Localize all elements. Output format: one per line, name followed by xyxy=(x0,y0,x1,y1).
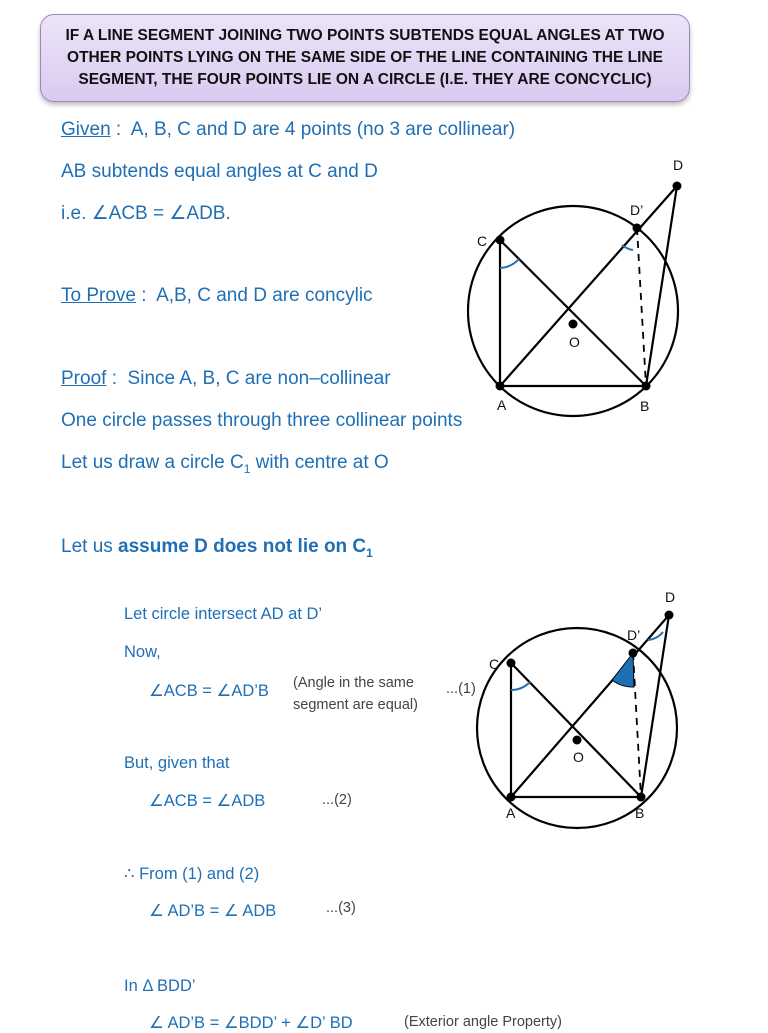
label-o: O xyxy=(569,334,580,350)
point-dprime xyxy=(633,224,642,233)
given-line-2: AB subtends equal angles at C and D xyxy=(61,161,378,182)
proof-line-2: One circle passes through three collinear points xyxy=(61,410,463,431)
segment-bdp-dashed xyxy=(637,228,646,386)
given-line-3: i.e. ∠ACB = ∠ADB. xyxy=(61,203,231,224)
point-o-2 xyxy=(573,736,582,745)
point-c xyxy=(496,236,505,245)
label-b: B xyxy=(640,398,650,414)
assumption-sub: 1 xyxy=(366,545,373,560)
step-eq1-reason-b: segment are equal) xyxy=(293,697,418,713)
proof-label: Proof xyxy=(61,368,107,389)
label-c-2: C xyxy=(489,656,500,672)
point-b xyxy=(642,382,651,391)
label-dprime: D’ xyxy=(630,202,644,218)
angle-adpb-filled xyxy=(612,653,634,687)
step-eq4-reason: (Exterior angle Property) xyxy=(404,1014,562,1030)
assumption-bold: assume D does not lie on C xyxy=(118,536,367,557)
label-dprime-2: D’ xyxy=(627,627,641,643)
point-dprime-2 xyxy=(629,649,638,658)
point-d-2 xyxy=(665,611,674,620)
segment-cb xyxy=(500,240,646,386)
step-eq3-ref: ...(3) xyxy=(326,900,356,916)
step-therefore: ∴ From (1) and (2) xyxy=(124,865,260,883)
label-d-2: D xyxy=(665,589,676,605)
point-d xyxy=(673,182,682,191)
step-eq4: ∠ AD’B = ∠BDD’ + ∠D’ BD xyxy=(149,1014,353,1032)
label-d: D xyxy=(673,157,684,173)
point-b-2 xyxy=(637,793,646,802)
given-text: A, B, C and D are 4 points (no 3 are collinear) xyxy=(130,119,516,140)
angle-acb-mark xyxy=(500,259,519,268)
step-but: But, given that xyxy=(124,754,230,772)
diagram-1 xyxy=(468,186,678,416)
proof-colon: : xyxy=(106,368,117,389)
banner-line-2: OTHER POINTS LYING ON THE SAME SIDE OF THE LINE CONTAINING THE LINE xyxy=(67,49,663,66)
step-now: Now, xyxy=(124,643,161,661)
step-eq2-ref: ...(2) xyxy=(322,792,352,808)
assumption-pre: Let us xyxy=(61,536,119,557)
angle-acb-mark-2 xyxy=(511,682,530,690)
step-eq3: ∠ AD’B = ∠ ADB xyxy=(149,902,277,920)
point-a xyxy=(496,382,505,391)
proof-line-3-pre: Let us draw a circle C xyxy=(61,452,244,473)
point-c-2 xyxy=(507,659,516,668)
to-prove-colon: : xyxy=(135,285,147,306)
step-eq2: ∠ACB = ∠ADB xyxy=(149,792,266,810)
label-a: A xyxy=(497,397,507,413)
proof-line-3-post: with centre at O xyxy=(250,452,389,473)
label-a-2: A xyxy=(506,805,516,821)
banner-line-1: IF A LINE SEGMENT JOINING TWO POINTS SUBTENDS EQUAL ANGLES AT TWO xyxy=(65,27,665,44)
label-o-2: O xyxy=(573,749,584,765)
step-eq1-reason-a: (Angle in the same xyxy=(293,675,414,691)
step-eq1: ∠ACB = ∠AD’B xyxy=(149,682,269,700)
point-o xyxy=(569,320,578,329)
step-triangle: In Δ BDD’ xyxy=(124,977,196,995)
point-a-2 xyxy=(507,793,516,802)
segment-bdp-dashed-2 xyxy=(633,653,641,797)
step-eq1-ref: ...(1) xyxy=(446,681,476,697)
label-c: C xyxy=(477,233,488,249)
proof-text: Since A, B, C are non–collinear xyxy=(127,368,391,389)
to-prove-text: A,B, C and D are concylic xyxy=(156,285,373,306)
given-colon: : xyxy=(110,119,122,140)
step-intersect: Let circle intersect AD at D’ xyxy=(124,605,323,623)
to-prove-label: To Prove xyxy=(61,285,136,306)
label-b-2: B xyxy=(635,805,645,821)
given-label: Given xyxy=(61,119,111,140)
banner-line-3: SEGMENT, THE FOUR POINTS LIE ON A CIRCLE (I.E. THEY ARE CONCYCLIC) xyxy=(78,71,652,88)
proof-line-3-sub: 1 xyxy=(243,461,251,476)
